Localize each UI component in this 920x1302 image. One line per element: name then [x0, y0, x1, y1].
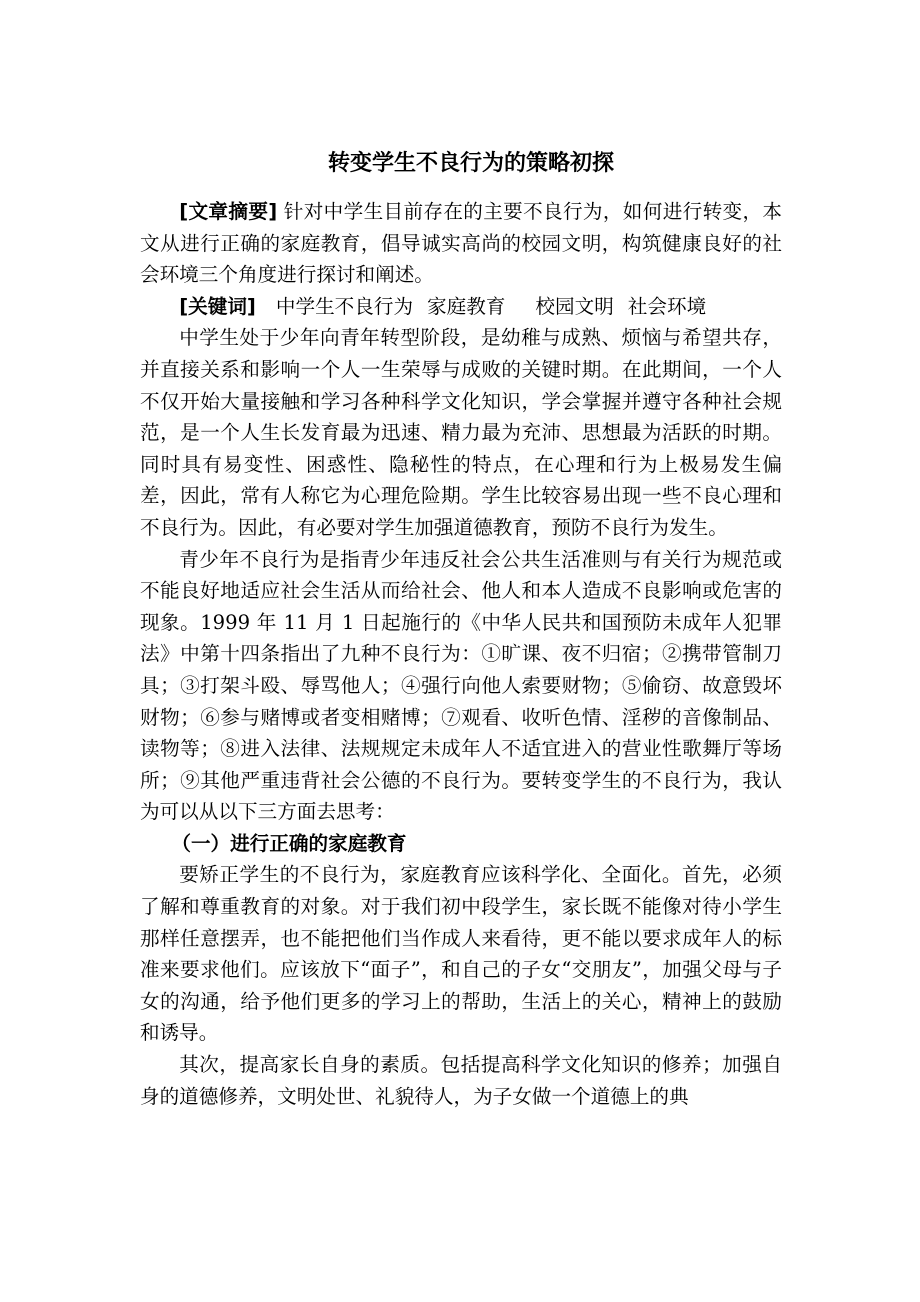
- document-page: [140, 144, 782, 1112]
- section-heading: （一）进行正确的家庭教育: [171, 831, 407, 855]
- body-paragraph: 要矫正学生的不良行为，家庭教育应该科学化、全面化。首先，必须了解和尊重教育的对象。对于我们初中段学生，家长既不能像对待小学生那样任意摆弄，也不能把他们当作成人来看待，更不能以要求成年人的标准来要求他们。应该放下“面子”，和自己的子女“交朋友”，加强父母与子女的沟通，给予他们更多的学习上的帮助，生活上的关心，精神上的鼓励和诱导。: [140, 863, 782, 1045]
- abstract-label: [文章摘要]: [179, 200, 278, 223]
- abstract-text: 针对中学生目前存在的主要不良行为，如何进行转变，本文从进行正确的家庭教育，倡导诚实高尚的校园文明，构筑健康良好的社会环境三个角度进行探讨和阐述。: [140, 200, 782, 287]
- keyword-item: 校园文明: [535, 294, 614, 318]
- body-paragraph: 中学生处于少年向青年转型阶段，是幼稚与成熟、烦恼与希望共存，并直接关系和影响一个人一生荣辱与成败的关键时期。在此期间，一个人不仅开始大量接触和学习各种科学文化知识，学会掌握并遵守各种社会规范，是一个人生长发育最为迅速、精力最为充沛、思想最为活跃的时期。同时具有易变性、困惑性、隐秘性的特点，在心理和行为上极易发生偏差，因此，常有人称它为心理危险期。学生比较容易出现一些不良心理和不良行为。因此，有必要对学生加强道德教育，预防不良行为发生。: [140, 326, 782, 539]
- keyword-item: 社会环境: [627, 294, 707, 318]
- keywords-label: [关键词]: [179, 294, 256, 318]
- document-title: 转变学生不良行为的策略初探: [327, 151, 614, 176]
- keywords-paragraph: [140, 291, 782, 323]
- keyword-item: 家庭教育: [427, 294, 506, 318]
- keyword-item: 中学生不良行为: [275, 294, 414, 318]
- abstract-paragraph: [140, 196, 782, 291]
- body-paragraph: 青少年不良行为是指青少年违反社会公共生活准则与有关行为规范或不能良好地适应社会生活从而给社会、他人和本人造成不良影响或危害的现象。1999 年 11 月 1 日起施行的《中华人民共和国预防未成年人犯罪法》中第十四条指出了九种不良行为：①旷课、夜不归宿；②携带管制刀具；③打架斗殴、辱骂他人；④强行向他人索要财物；⑤偷窃、故意毁坏财物；⑥参与赌博或者变相赌博；⑦观看、收听色情、淫秽的音像制品、读物等；⑧进入法律、法规规定未成年人不适宜进入的营业性歌舞厅等场所；⑨其他严重违背社会公德的不良行为。要转变学生的不良行为，我认为可以从以下三方面去思考：: [140, 547, 782, 824]
- body-paragraph: 其次，提高家长自身的素质。包括提高科学文化知识的修养；加强自身的道德修养，文明处世、礼貌待人，为子女做一个道德上的典: [140, 1053, 782, 1108]
